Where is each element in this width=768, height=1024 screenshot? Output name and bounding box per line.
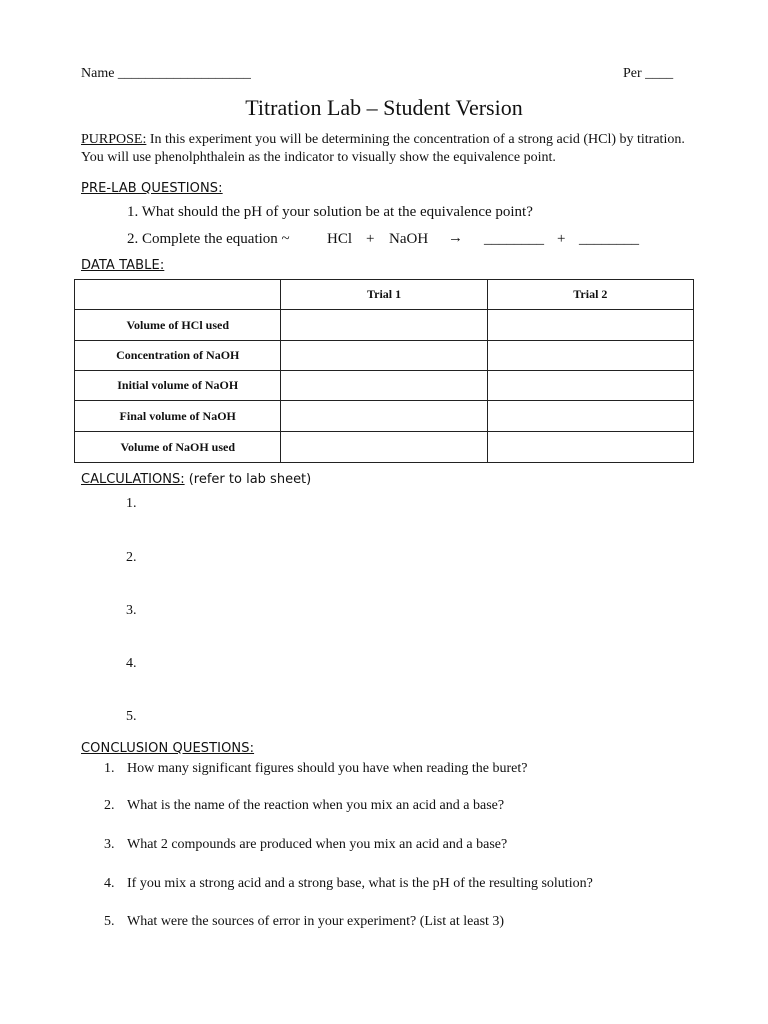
table-header-row <box>75 280 694 310</box>
table-header-trial-2: Trial 2 <box>487 280 693 310</box>
calculation-item-3: 3. <box>126 603 137 618</box>
data-table <box>74 279 694 463</box>
table-row <box>75 371 694 401</box>
calculation-item-1: 1. <box>126 496 137 511</box>
conclusion-heading: CONCLUSION QUESTIONS: <box>81 741 255 756</box>
table-header-blank <box>75 280 281 310</box>
conclusion-question-4-text: If you mix a strong acid and a strong base, what is the pH of the resulting solution? <box>127 876 593 891</box>
cell-volume-hcl-trial-2[interactable] <box>487 310 693 341</box>
prelab-heading: PRE-LAB QUESTIONS: <box>81 181 223 196</box>
calculations-heading-line <box>81 472 311 487</box>
cell-initial-volume-trial-1[interactable] <box>281 371 487 401</box>
equation-product-blank-1: ________ <box>484 231 544 247</box>
purpose-text: In this experiment you will be determining the concentration of a strong acid (HCl) by titration. You will use phenolphthalein as the indicator to visually show the equivalence point. <box>81 132 685 165</box>
prelab-question-1: 1. What should the pH of your solution be at the equivalence point? <box>127 204 533 220</box>
conclusion-question-5-text: What were the sources of error in your experiment? (List at least 3) <box>127 914 505 929</box>
cell-volume-used-trial-1[interactable] <box>281 432 487 463</box>
equation-arrow: → <box>448 230 463 246</box>
name-field-label: Name ___________________ <box>81 66 251 81</box>
purpose-paragraph <box>81 131 691 167</box>
calculation-item-2: 2. <box>126 550 137 565</box>
calculations-heading: CALCULATIONS: <box>81 472 185 487</box>
table-row <box>75 401 694 432</box>
conclusion-question-2-text: What is the name of the reaction when you mix an acid and a base? <box>127 798 505 813</box>
prelab-question-2-prefix: 2. Complete the equation ~ <box>127 231 290 247</box>
conclusion-question-1-text: How many significant figures should you have when reading the buret? <box>127 761 528 776</box>
equation-plus: + <box>366 231 375 247</box>
conclusion-question-1-number: 1. <box>104 761 115 776</box>
cell-concentration-naoh-trial-2[interactable] <box>487 341 693 371</box>
table-header-trial-1: Trial 1 <box>281 280 487 310</box>
table-row <box>75 341 694 371</box>
period-field-label: Per ____ <box>623 66 674 81</box>
row-label-concentration-naoh: Concentration of NaOH <box>75 341 281 371</box>
equation-product-blank-2: ________ <box>579 231 639 247</box>
row-label-volume-hcl: Volume of HCl used <box>75 310 281 341</box>
table-row <box>75 310 694 341</box>
row-label-volume-naoh-used: Volume of NaOH used <box>75 432 281 463</box>
equation-reactant-hcl: HCl <box>327 231 353 247</box>
data-table-heading: DATA TABLE: <box>81 258 165 273</box>
page-title: Titration Lab – Student Version <box>245 95 523 120</box>
cell-initial-volume-trial-2[interactable] <box>487 371 693 401</box>
cell-concentration-naoh-trial-1[interactable] <box>281 341 487 371</box>
purpose-label: PURPOSE: <box>81 132 147 147</box>
calculations-note: (refer to lab sheet) <box>184 472 312 487</box>
cell-volume-used-trial-2[interactable] <box>487 432 693 463</box>
conclusion-question-3-number: 3. <box>104 837 115 852</box>
cell-volume-hcl-trial-1[interactable] <box>281 310 487 341</box>
row-label-initial-volume-naoh: Initial volume of NaOH <box>75 371 281 401</box>
conclusion-question-4-number: 4. <box>104 876 115 891</box>
equation-reactant-naoh: NaOH <box>389 231 429 247</box>
conclusion-question-2-number: 2. <box>104 798 115 813</box>
cell-final-volume-trial-2[interactable] <box>487 401 693 432</box>
calculation-item-4: 4. <box>126 656 137 671</box>
conclusion-question-5-number: 5. <box>104 914 115 929</box>
conclusion-question-3-text: What 2 compounds are produced when you mix an acid and a base? <box>127 837 508 852</box>
equation-plus-2: + <box>557 231 566 247</box>
row-label-final-volume-naoh: Final volume of NaOH <box>75 401 281 432</box>
calculation-item-5: 5. <box>126 709 137 724</box>
cell-final-volume-trial-1[interactable] <box>281 401 487 432</box>
table-row <box>75 432 694 463</box>
